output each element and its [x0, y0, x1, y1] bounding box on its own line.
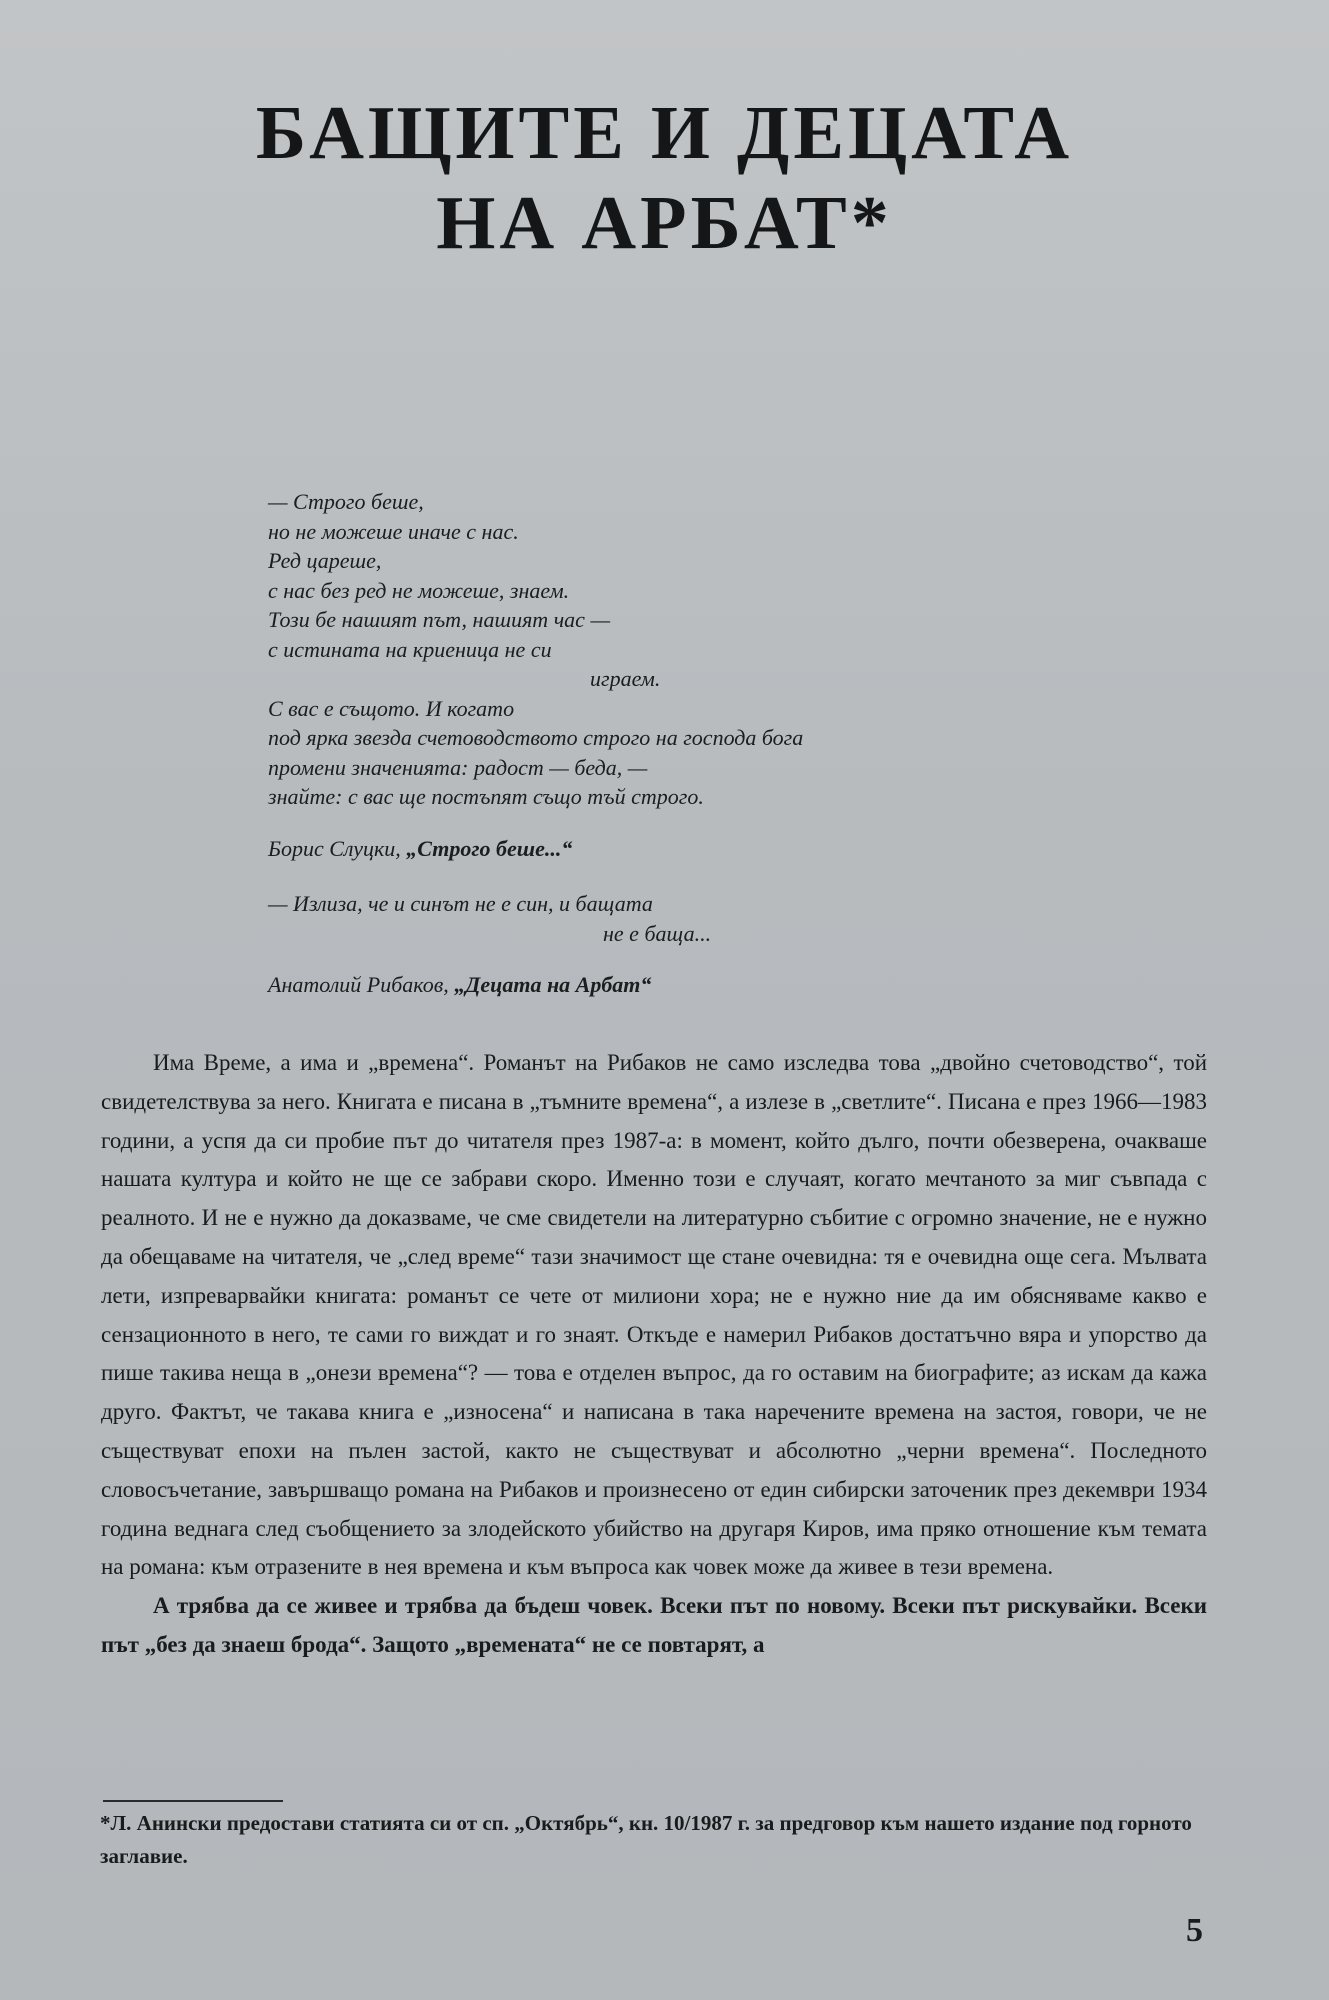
- body-paragraph: Има Време, а има и „времена“. Романът на Рибаков не само изследва това „двойно счетоводство“, той свидетелствува за него. Книгата е писана в „тъмните времена“, а излезе в „светлите“. Писана е през 1966—1983 години, а успя да си пробие път до читателя през 1987-а: в момент, който дълго, почти обезверена, очакваше нашата култура и който не ще се забрави скоро. Именно този е случаят, когато мечтаното за миг съвпада с реалното. И не е нужно да доказваме, че сме свидетели на литературно събитие с огромно значение, не е нужно да обещаваме на читателя, че „след време“ тази значимост ще стане очевидна: тя е очевидна още сега. Мълвата лети, изпреварвайки книгата: романът се чете от милиони хора; не е нужно ние да им обясняваме какво е сензационното в него, те сами го виждат и го знаят. Откъде е намерил Рибаков достатъчно вяра и упорство да пише такива неща в „онези времена“? — това е отделен въпрос, да го оставим на биографите; аз искам да кажа друго. Фактът, че такава книга е „износена“ и написана в така наречените времена на застоя, говори, че не съществуват епохи на пълен застой, както не съществуват и абсолютно „черни времена“. Последното словосъчетание, завършващо романа на Рибаков и произнесено от един сибирски заточеник през декември 1934 година веднага след съобщението за злодейското убийство на другаря Киров, има пряко отношение към темата на романа: към отразените в нея времена и към въпроса как човек може да живее в тези времена.: [101, 1050, 1207, 1580]
- attribution-work: „Строго беше...“: [406, 835, 573, 861]
- footnote-divider: [103, 1800, 283, 1802]
- body-paragraph: А трябва да се живее и трябва да бъдеш човек. Всеки път по новому. Всеки път рискувайки. Всеки път „без да знаеш брода“. Защото „времената“ не се повтарят, а: [101, 1593, 1207, 1657]
- epigraph-line: под ярка звезда счетоводството строго на господа бога: [268, 725, 804, 750]
- attribution-work: „Децата на Арбат“: [454, 972, 652, 997]
- epigraph-line: С вас е същото. И когато: [268, 695, 515, 721]
- spacer: [268, 812, 1028, 834]
- epigraph-line: — Строго беше,: [268, 489, 424, 514]
- page-number: 5: [1186, 1912, 1203, 1949]
- epigraph-line: Този бе нашият път, нашият час —: [268, 607, 611, 632]
- epigraph-line: — Излиза, че и синът не е син, и бащата: [268, 891, 653, 916]
- epigraph-attribution: [268, 970, 1028, 1000]
- epigraph-block: [268, 487, 1028, 1000]
- article-body: [101, 1044, 1207, 1665]
- epigraph-line: с истината на криеница не си: [268, 636, 552, 662]
- spacer: [268, 863, 1028, 889]
- spacer: [268, 948, 1028, 970]
- epigraph-line: Ред цареше,: [268, 548, 382, 573]
- epigraph-line: знайте: с вас ще постъпят също тъй строго.: [268, 784, 704, 809]
- attribution-author: Анатолий Рибаков,: [268, 972, 449, 997]
- title-line-2: НА АРБАТ*: [436, 181, 893, 265]
- footnote: *Л. Анински предостави статията си от сп. „Октябрь“, кн. 10/1987 г. за предговор към нашето издание под горното заглавие.: [100, 1811, 1192, 1868]
- epigraph-line: не е баща...: [603, 920, 712, 946]
- epigraph-line: но не можеше иначе с нас.: [268, 518, 519, 544]
- epigraph-line: с нас без ред не можеше, знаем.: [268, 577, 570, 603]
- page-title: [0, 88, 1329, 268]
- epigraph-line: играем.: [590, 666, 661, 691]
- attribution-author: Борис Слуцки,: [268, 835, 401, 861]
- epigraph-line: промени значенията: радост — беда, —: [268, 754, 648, 780]
- title-line-1: БАЩИТЕ И ДЕЦАТА: [255, 91, 1074, 175]
- epigraph-attribution: [268, 834, 1028, 864]
